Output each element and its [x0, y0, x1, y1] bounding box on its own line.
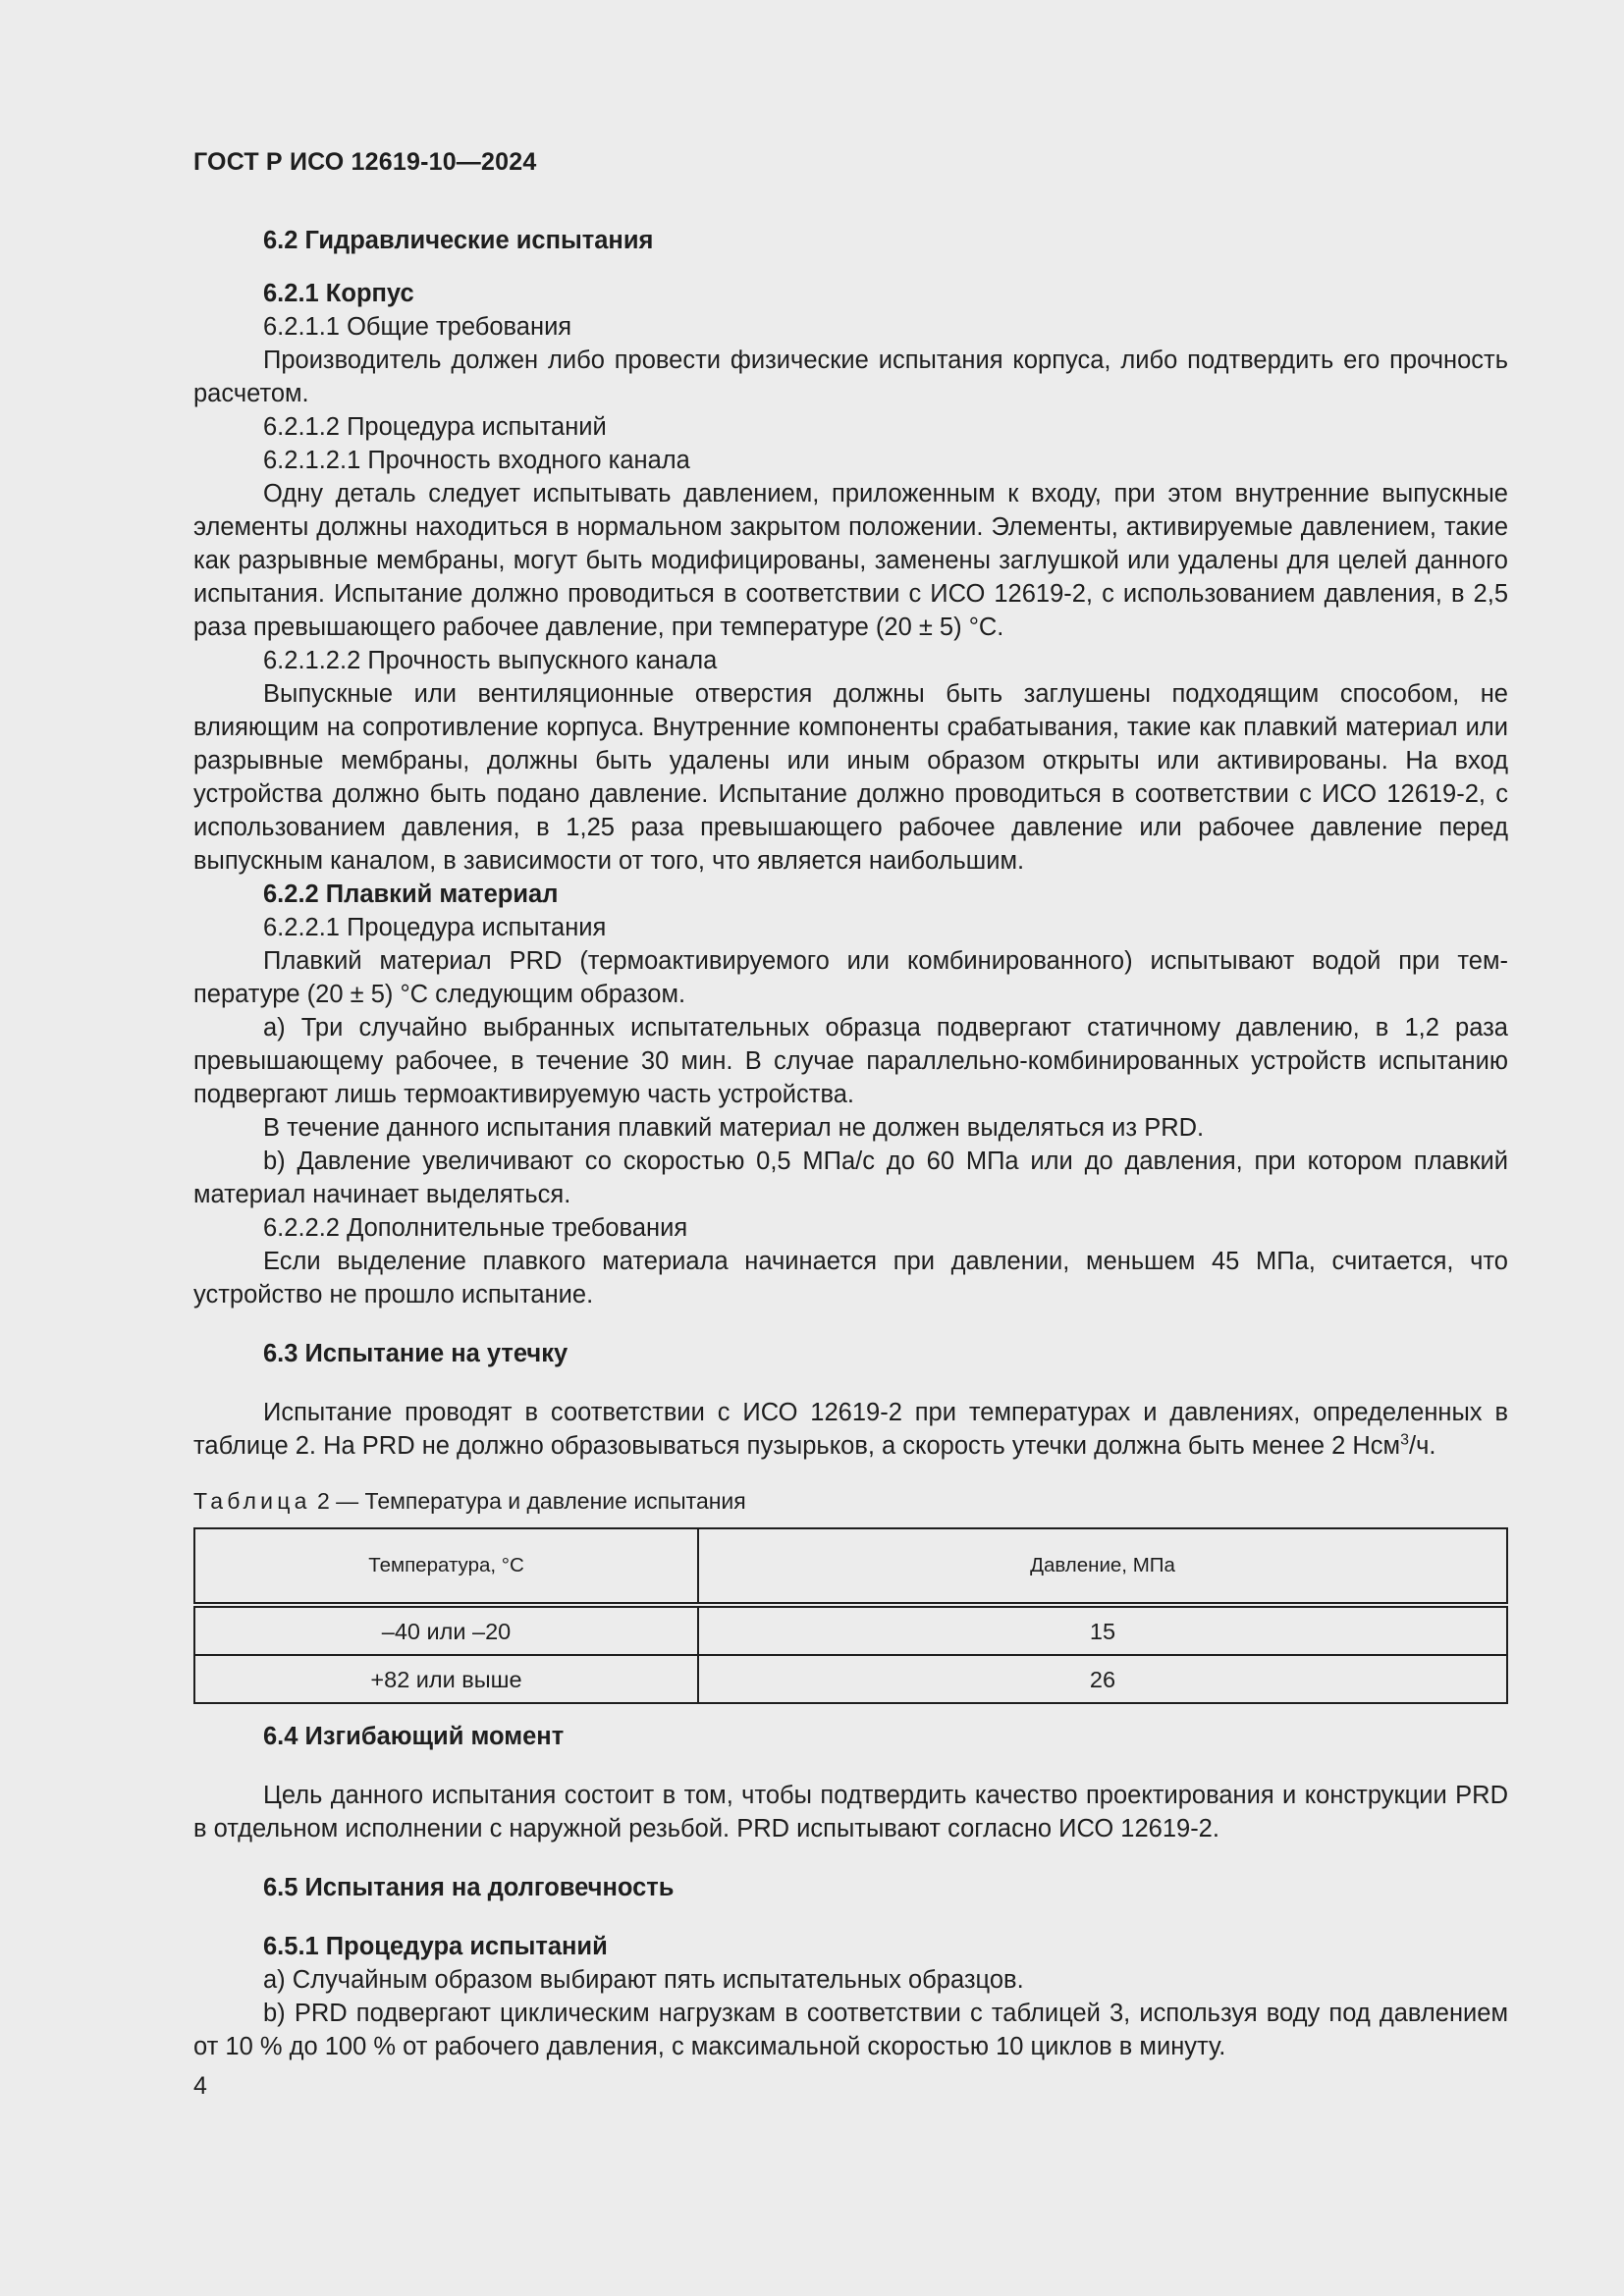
document-body [193, 224, 1508, 2063]
paragraph-bending-moment: Цель данного испытания состоит в том, чтобы подтвердить качество проектирования и конструкции PRD в отдельном исполнении с наружной резьбой. PRD испытывают согласно ИСО 12619-2. [193, 1782, 1508, 1842]
table-header-temperature: Температура, °С [194, 1528, 698, 1605]
table-caption-text: 2 — Температура и давление испытания [310, 1488, 746, 1514]
section-heading-6-5-1: 6.5.1 Процедура испытаний [263, 1933, 608, 1960]
table-cell-pressure: 26 [698, 1655, 1507, 1703]
leak-text: Испытание проводят в соответствии с ИСО 12619-2 при температурах и давлениях, определенных в таблице 2. На PRD не должно образовываться пузырьков, а скорость утечки должна быть менее 2 Нсм [193, 1399, 1508, 1460]
list-item-a: а) Три случайно выбранных испытательных образца подвергают статичному давлению, в 1,2 раза превышающему рабочее, в течение 30 мин. В случае параллельно-комбинированных устройств испытанию подвергают лишь термоактивируемую часть устройства. [193, 1014, 1508, 1108]
subsection-6-2-1-2: 6.2.1.2 Процедура испытаний [263, 413, 607, 441]
section-heading-6-2-1: 6.2.1 Корпус [263, 280, 414, 307]
paragraph-general-requirements: Производитель должен либо провести физические испытания корпуса, либо подтвердить его прочность расчетом. [193, 347, 1508, 407]
table-caption [193, 1486, 1508, 1516]
table-cell-pressure: 15 [698, 1605, 1507, 1655]
table-row [194, 1655, 1507, 1703]
durability-item-b: b) PRD подвергают циклическим нагрузкам в соответствии с таблицей 3, используя воду под давлением от 10 % до 100 % от рабочего давления, с максимальной скоростью 10 циклов в минуту. [193, 2000, 1508, 2060]
subsection-6-2-2-2: 6.2.2.2 Дополнительные требования [263, 1214, 688, 1242]
subsection-6-2-1-1: 6.2.1.1 Общие требования [263, 313, 572, 341]
subsection-6-2-1-2-1: 6.2.1.2.1 Прочность входного канала [263, 447, 690, 474]
section-heading-6-2-2: 6.2.2 Плавкий материал [263, 881, 559, 908]
section-heading-6-3: 6.3 Испытание на утечку [263, 1340, 568, 1367]
paragraph-leak-test [193, 1396, 1508, 1463]
paragraph-inlet-strength: Одну деталь следует испытывать давлением, приложенным к входу, при этом внутренние выпускные элементы должны находиться в нормальном закрытом положении. Элементы, активируемые давлением, такие как разрывные мембраны, могут быть модифицированы, заменены заглушкой или удалены для целей данного испытания. Испытание должно проводиться в соответствии с ИСО 12619-2, с использованием давления, в 2,5 раза превышающего рабочее давление, при температуре (20 ± 5) °С. [193, 480, 1508, 641]
leak-text-end: /ч. [1408, 1432, 1436, 1460]
durability-item-a: а) Случайным образом выбирают пять испытательных образцов. [263, 1966, 1024, 1994]
paragraph-fusible-material: Плавкий материал PRD (термоактивируемого или комбинированного) испытывают водой при температуре (20 ± 5) °С следующим образом. [193, 947, 1508, 1008]
subsection-6-2-2-1: 6.2.2.1 Процедура испытания [263, 914, 607, 941]
paragraph-during-test: В течение данного испытания плавкий материал не должен выделяться из PRD. [263, 1114, 1205, 1142]
section-heading-6-5: 6.5 Испытания на долговечность [263, 1874, 675, 1901]
list-item-b: b) Давление увеличивают со скоростью 0,5 МПа/с до 60 МПа или до давления, при котором плавкий материал начинает выделяться. [193, 1148, 1508, 1208]
page-number: 4 [193, 2072, 207, 2100]
section-heading-6-2: 6.2 Гидравлические испытания [263, 227, 654, 254]
table-cell-temperature: –40 или –20 [194, 1605, 698, 1655]
leak-superscript: 3 [1400, 1431, 1409, 1449]
table-caption-label: Таблица [193, 1488, 311, 1514]
table-header-pressure: Давление, МПа [698, 1528, 1507, 1605]
table-row [194, 1605, 1507, 1655]
test-table [193, 1527, 1508, 1704]
document-header: ГОСТ Р ИСО 12619-10—2024 [193, 148, 537, 176]
table-header-row [194, 1528, 1507, 1605]
table-cell-temperature: +82 или выше [194, 1655, 698, 1703]
section-heading-6-4: 6.4 Изгибающий момент [263, 1723, 565, 1750]
paragraph-outlet-strength: Выпускные или вентиляционные отверстия должны быть заглушены подходящим способом, не влияющим на сопротивление корпуса. Внутренние компоненты срабатывания, такие как плавкий материал или разрывные мембраны, должны быть удалены или иным образом открыты или активированы. На вход устройства должно быть подано давление. Испытание должно проводиться в соответствии с ИСО 12619-2, с использованием давления, в 1,25 раза превышающего рабочее давление или рабочее давление перед выпускным каналом, в зависимости от того, что является наибольшим. [193, 680, 1508, 875]
paragraph-additional-requirements: Если выделение плавкого материала начинается при давлении, меньшем 45 МПа, считается, что устройство не прошло испытание. [193, 1248, 1508, 1308]
subsection-6-2-1-2-2: 6.2.1.2.2 Прочность выпускного канала [263, 647, 718, 674]
